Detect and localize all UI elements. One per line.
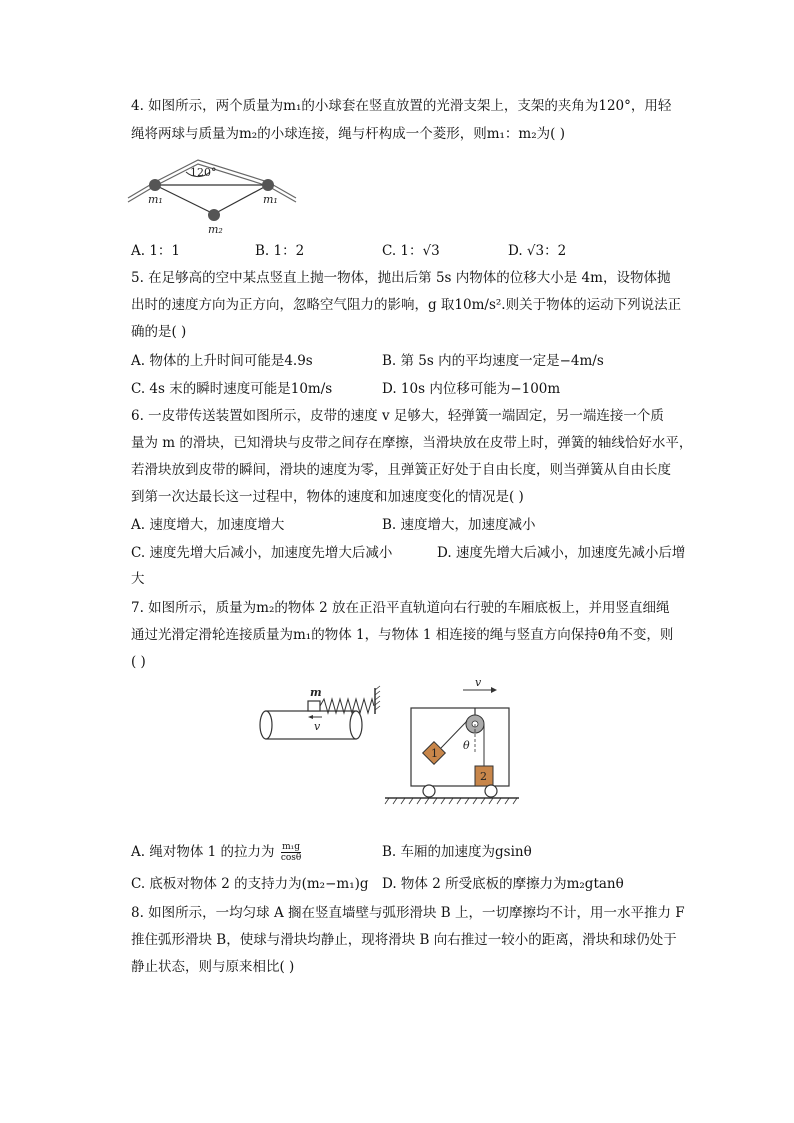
q6-option-b: B. 速度增大，加速度减小 [382,517,536,533]
q5-stem-line3: 确的是( ) [131,324,187,340]
q4-option-c: C. 1：√3 [382,243,440,259]
carriage-box [411,708,509,786]
q6-stem-line1: 6. 一皮带传送装置如图所示，皮带的速度 v 足够大，轻弹簧一端固定，另一端连接一个质 [131,408,664,424]
belt-conveyor-figure [258,684,390,748]
q7-option-a-denominator: cosθ [280,853,302,863]
q4-option-a: A. 1：1 [131,243,181,259]
q7-option-b: B. 车厢的加速度为gsinθ [382,844,532,860]
label-v: v [475,676,482,689]
q6-stem-line4: 到第一次达最长这一过程中，物体的速度和加速度变化的情况是( ) [131,489,524,505]
q6-stem-line2: 量为 m 的滑块，已知滑块与皮带之间存在摩擦，当滑块放在皮带上时，弹簧的轴线恰好水平， [131,435,693,451]
q7-option-c: C. 底板对物体 2 的支持力为(m₂−m₁)g [131,876,369,892]
q7-stem-line2: 通过光滑定滑轮连接质量为m₁的物体 1，与物体 1 相连接的绳与竖直方向保持θ角不变，则 [131,627,674,643]
q5-option-b: B. 第 5s 内的平均速度一定是−4m/s [382,353,604,369]
q6-option-c: C. 速度先增大后减小，加速度先增大后减小 [131,545,393,561]
label-v-belt: v [314,720,321,733]
q6-option-d-continued: 大 [131,571,145,587]
wheel-right [485,785,497,797]
label-theta: θ [463,739,470,752]
q4-stem-line1: 4. 如图所示，两个质量为m₁的小球套在竖直放置的光滑支架上，支架的夹角为120°，用轻 [131,98,672,114]
q5-option-d: D. 10s 内位移可能为−100m [382,381,561,397]
q4-rhombus-figure [128,158,298,234]
angle-label: 120° [190,166,217,179]
q6-option-a: A. 速度增大，加速度增大 [131,517,285,533]
label-m: m [310,686,322,699]
q7-option-a [131,842,301,863]
slider-block [308,701,320,711]
label-m2: m₂ [208,223,223,236]
q6-stem-line3: 若滑块放到皮带的瞬间，滑块的速度为零，且弹簧正好处于自由长度，则当弹簧从自由长度 [131,462,671,478]
label-m1-right: m₁ [263,193,278,206]
q4-option-d: D. √3：2 [508,243,567,259]
q5-stem-line1: 5. 在足够高的空中某点竖直上抛一物体，抛出后第 5s 内物体的位移大小是 4m，设物体抛 [131,270,671,286]
label-m1-left: m₁ [148,193,163,206]
q5-stem-line2: 出时的速度方向为正方向，忽略空气阻力的影响，g 取10m/s².则关于物体的运动下列说法正 [131,297,682,313]
q7-stem-line3: ( ) [131,654,146,670]
q7-stem-line1: 7. 如图所示，质量为m₂的物体 2 放在正沿平直轨道向右行驶的车厢底板上，并用竖直细绳 [131,600,670,616]
block-2-label: 2 [480,770,487,783]
q5-option-c: C. 4s 末的瞬时速度可能是10m/s [131,381,333,397]
q7-option-a-text: A. 绳对物体 1 的拉力为 [131,844,275,860]
q4-option-b: B. 1：2 [255,243,305,259]
block-1-label: 1 [431,747,438,760]
ball-m2 [208,209,220,221]
carriage-figure [385,674,523,810]
q8-stem-line3: 静止状态，则与原来相比( ) [131,959,295,975]
wheel-left [423,785,435,797]
q7-option-d: D. 物体 2 所受底板的摩擦力为m₂gtanθ [382,876,624,892]
q7-option-a-numerator: m₁g [282,842,301,852]
q6-option-d: D. 速度先增大后减小，加速度先减小后增 [437,545,686,561]
q4-stem-line2: 绳将两球与质量为m₂的小球连接，绳与杆构成一个菱形，则m₁：m₂为( ) [131,126,565,142]
q8-stem-line1: 8. 如图所示，一均匀球 A 搁在竖直墙壁与弧形滑块 B 上，一切摩擦均不计，用一水平推力 F [131,905,685,921]
ball-m1-left [149,179,161,191]
ball-m1-right [262,179,274,191]
q5-option-a: A. 物体的上升时间可能是4.9s [131,353,313,369]
q8-stem-line2: 推住弧形滑块 B，使球与滑块均静止，现将滑块 B 向右推过一较小的距离，滑块和球仍处于 [131,932,677,948]
